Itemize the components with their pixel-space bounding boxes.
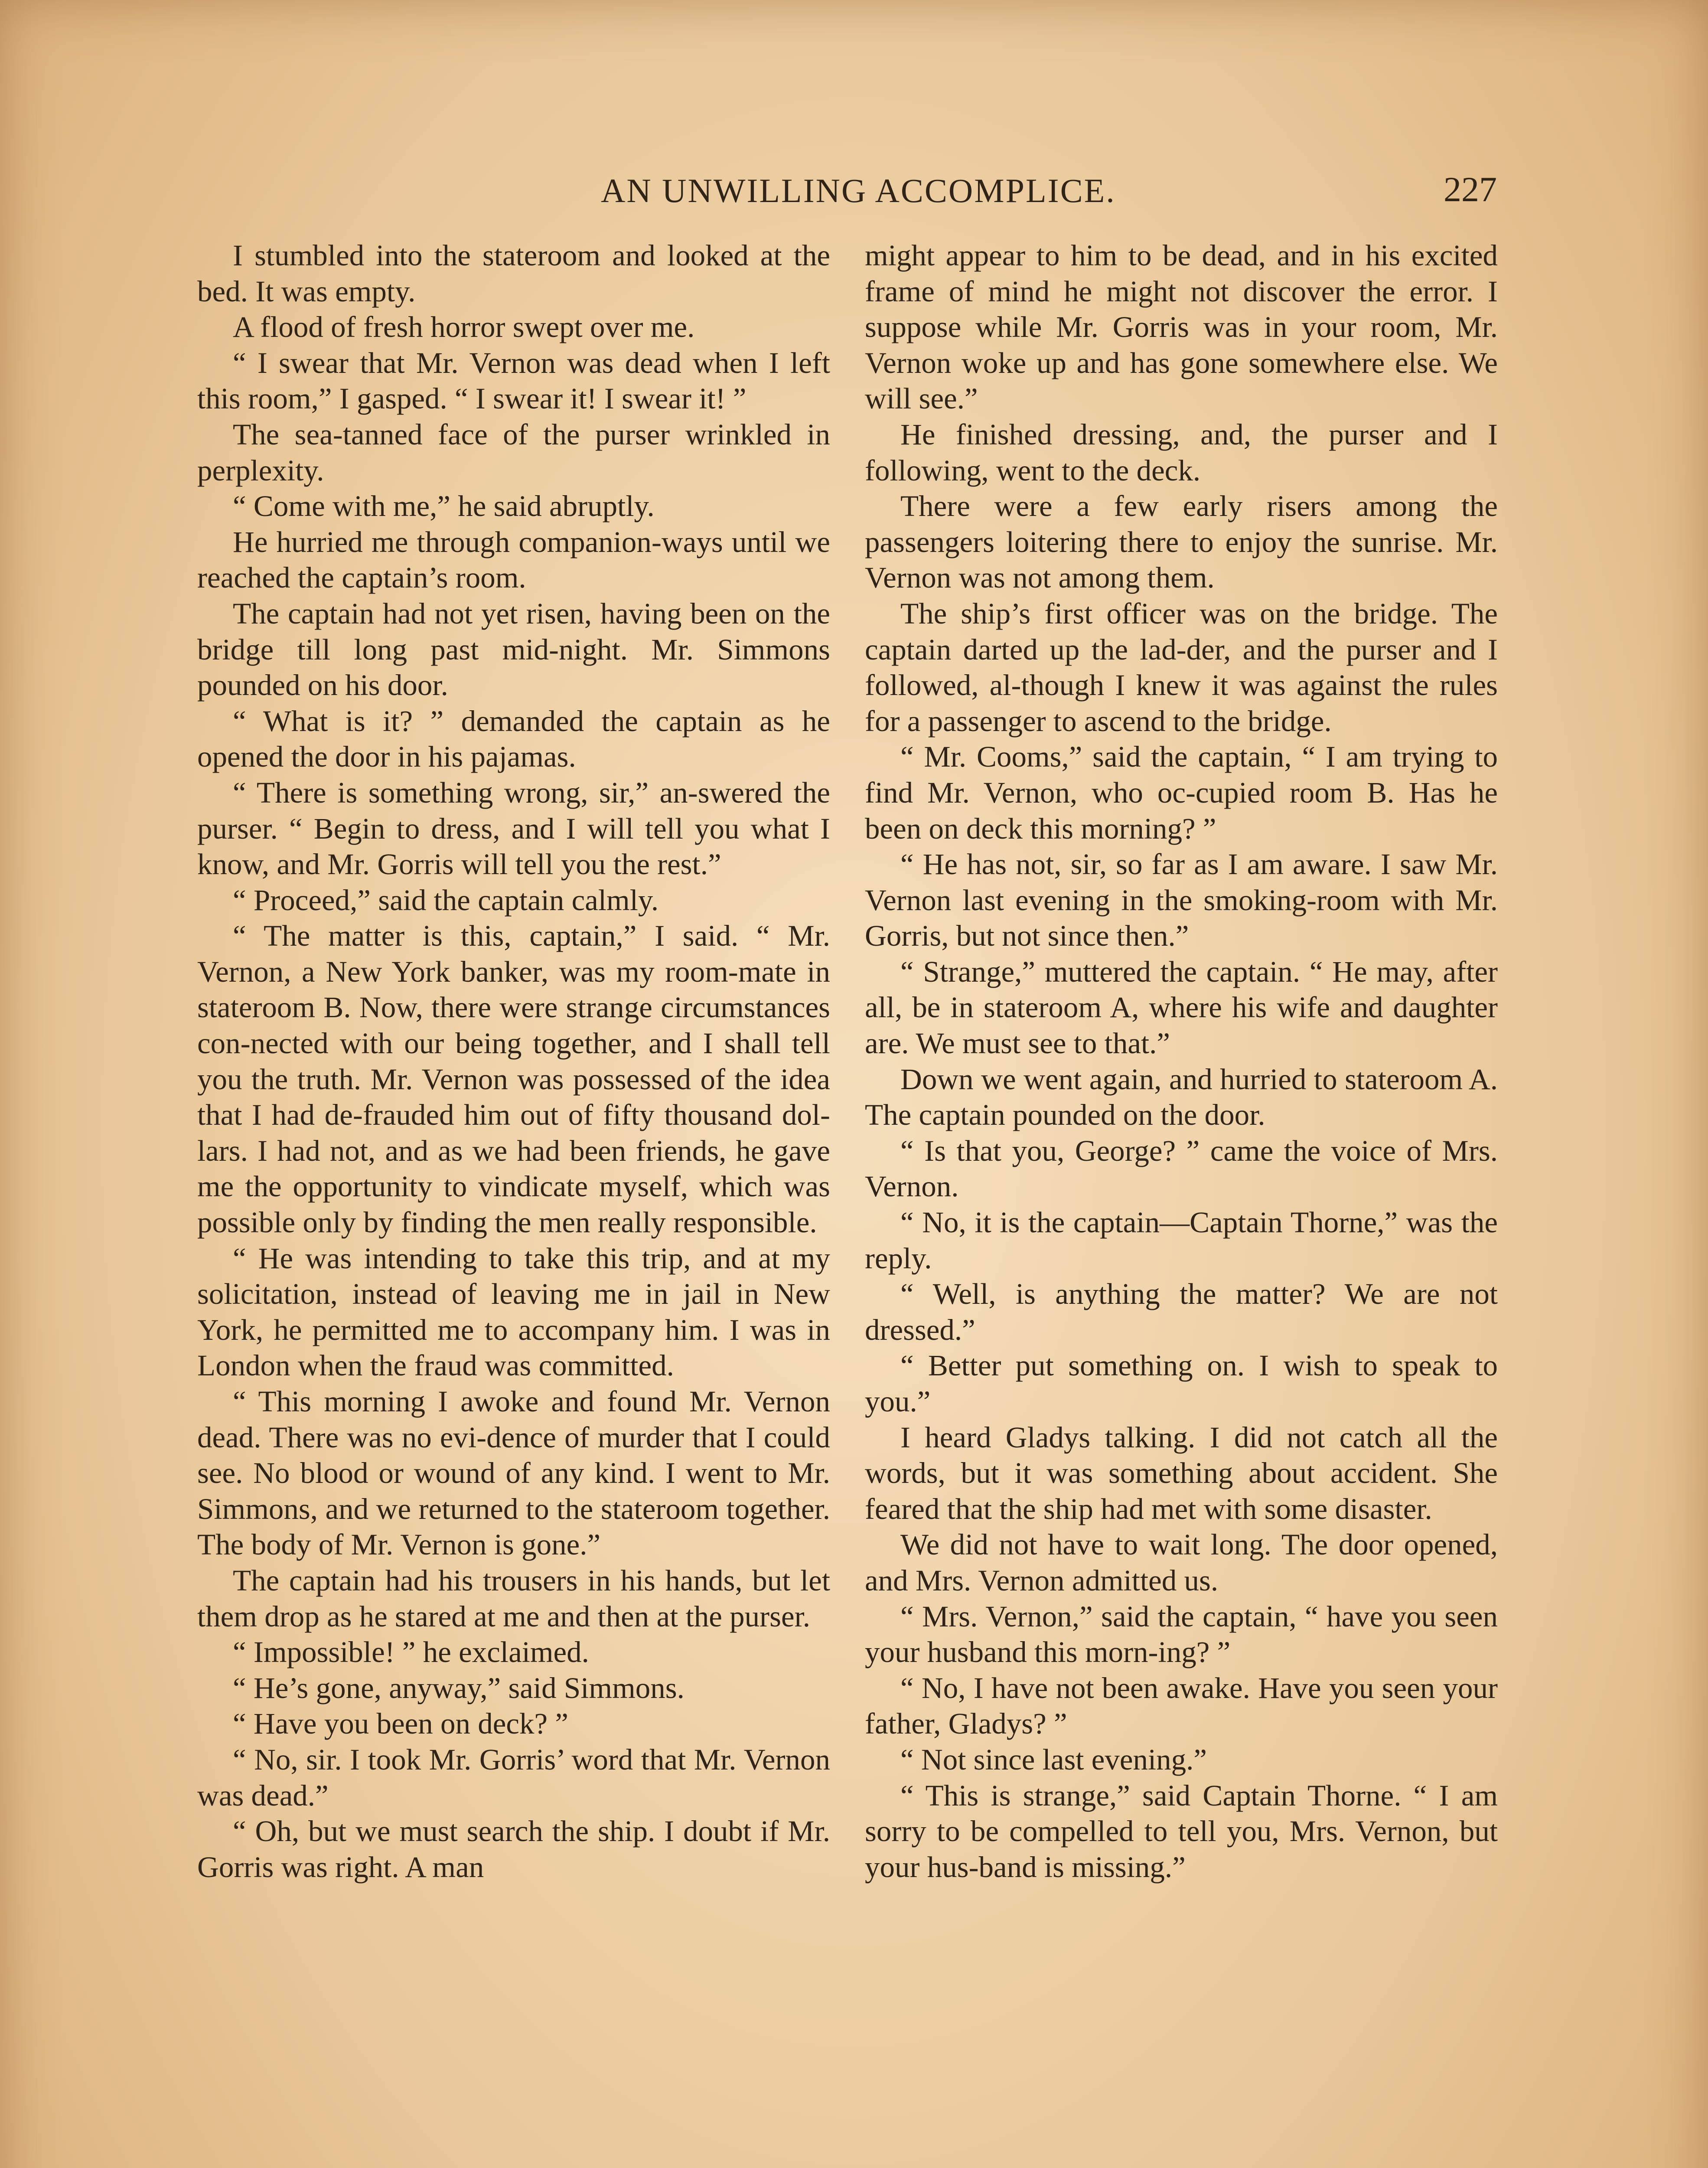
paragraph: “ He has not, sir, so far as I am aware. I saw Mr. Vernon last evening in the smoking-room with Mr. Gorris, but not since then.” [865, 848, 1498, 953]
paragraph: “ Mr. Cooms,” said the captain, “ I am trying to find Mr. Vernon, who oc-cupied room B. Has he been on deck this morning? ” [865, 740, 1498, 845]
paragraph: He hurried me through companion-ways until we reached the captain’s room. [197, 525, 830, 594]
paragraph: “ I swear that Mr. Vernon was dead when I left this room,” I gasped. “ I swear it! I swear it! ” [197, 346, 830, 415]
paragraph: “ There is something wrong, sir,” an-swered the purser. “ Begin to dress, and I will tell you what I know, and Mr. Gorris will tell you the rest.” [197, 776, 830, 881]
paragraph: “ What is it? ” demanded the captain as he opened the door in his pajamas. [197, 704, 830, 774]
paragraph: “ Proceed,” said the captain calmly. [233, 883, 659, 917]
paragraph: Down we went again, and hurried to stateroom A. The captain pounded on the door. [865, 1062, 1498, 1132]
paragraph: “ Not since last evening.” [900, 1743, 1207, 1776]
paragraph: “ Well, is anything the matter? We are not dressed.” [865, 1277, 1498, 1346]
paragraph: might appear to him to be dead, and in his excited frame of mind he might not discover the error. I suppose while Mr. Gorris was in your room, Mr. Vernon woke up and has gone somewhere else. We will see.” [865, 239, 1498, 415]
paragraph: “ No, it is the captain—Captain Thorne,” was the reply. [865, 1206, 1498, 1275]
paragraph: The sea-tanned face of the purser wrinkled in perplexity. [197, 418, 830, 487]
paragraph: I heard Gladys talking. I did not catch all the words, but it was something about accident. She feared that the ship had met with some disaster. [865, 1420, 1498, 1525]
right-column [865, 238, 1498, 1885]
paragraph: “ Come with me,” he said abruptly. [233, 490, 655, 523]
paragraph: “ He was intending to take this trip, and at my solicitation, instead of leaving me in jail in New York, he permitted me to accompany him. I was in London when the fraud was committed. [197, 1241, 830, 1382]
paragraph: The captain had his trousers in his hands, but let them drop as he stared at me and then at the purser. [197, 1564, 830, 1633]
paragraph: “ Better put something on. I wish to speak to you.” [865, 1349, 1498, 1418]
paragraph: “ No, I have not been awake. Have you seen your father, Gladys? ” [865, 1671, 1498, 1740]
paragraph: “ No, sir. I took Mr. Gorris’ word that Mr. Vernon was dead.” [197, 1743, 830, 1812]
left-column [197, 238, 830, 1885]
paragraph: “ Strange,” muttered the captain. “ He may, after all, be in stateroom A, where his wife and daughter are. We must see to that.” [865, 955, 1498, 1060]
paragraph: A flood of fresh horror swept over me. [233, 310, 695, 344]
paragraph: The captain had not yet risen, having been on the bridge till long past mid-night. Mr. Simmons pounded on his door. [197, 597, 830, 702]
paragraph: The ship’s first officer was on the bridge. The captain darted up the lad-der, and the purser and I followed, al-though I knew it was against the rules for a passenger to ascend to the bridge. [865, 597, 1498, 738]
paragraph: We did not have to wait long. The door opened, and Mrs. Vernon admitted us. [865, 1528, 1498, 1597]
paragraph: “ Impossible! ” he exclaimed. [233, 1636, 589, 1669]
paragraph: “ This is strange,” said Captain Thorne. “ I am sorry to be compelled to tell you, Mrs. Vernon, but your hus-band is missing.” [865, 1779, 1498, 1884]
page-number: 227 [1444, 170, 1497, 209]
paragraph: He finished dressing, and, the purser and I following, went to the deck. [865, 418, 1498, 487]
paragraph: “ Is that you, George? ” came the voice of Mrs. Vernon. [865, 1134, 1498, 1203]
paragraph: “ The matter is this, captain,” I said. “ Mr. Vernon, a New York banker, was my room-mate in stateroom B. Now, there were strange circumstances con-nected with our being together, and I shall tell you the truth. Mr. Vernon was possessed of the idea that I had de-frauded him out of fifty thousand dol-lars. I had not, and as we had been friends, he gave me the opportunity to vindicate myself, which was possible only by finding the men really responsible. [197, 919, 830, 1239]
paragraph: “ Have you been on deck? ” [233, 1707, 568, 1740]
paragraph: “ Oh, but we must search the ship. I doubt if Mr. Gorris was right. A man [197, 1815, 830, 1884]
paragraph: “ Mrs. Vernon,” said the captain, “ have you seen your husband this morn-ing? ” [865, 1600, 1498, 1669]
running-head: AN UNWILLING ACCOMPLICE. [601, 172, 1116, 209]
paragraph: There were a few early risers among the passengers loitering there to enjoy the sunrise. Mr. Vernon was not among them. [865, 490, 1498, 594]
paragraph: I stumbled into the stateroom and looked at the bed. It was empty. [197, 239, 830, 308]
paragraph: “ This morning I awoke and found Mr. Vernon dead. There was no evi-dence of murder that I could see. No blood or wound of any kind. I went to Mr. Simmons, and we returned to the stateroom together. The body of Mr. Vernon is gone.” [197, 1385, 830, 1561]
paragraph: “ He’s gone, anyway,” said Simmons. [233, 1671, 685, 1704]
